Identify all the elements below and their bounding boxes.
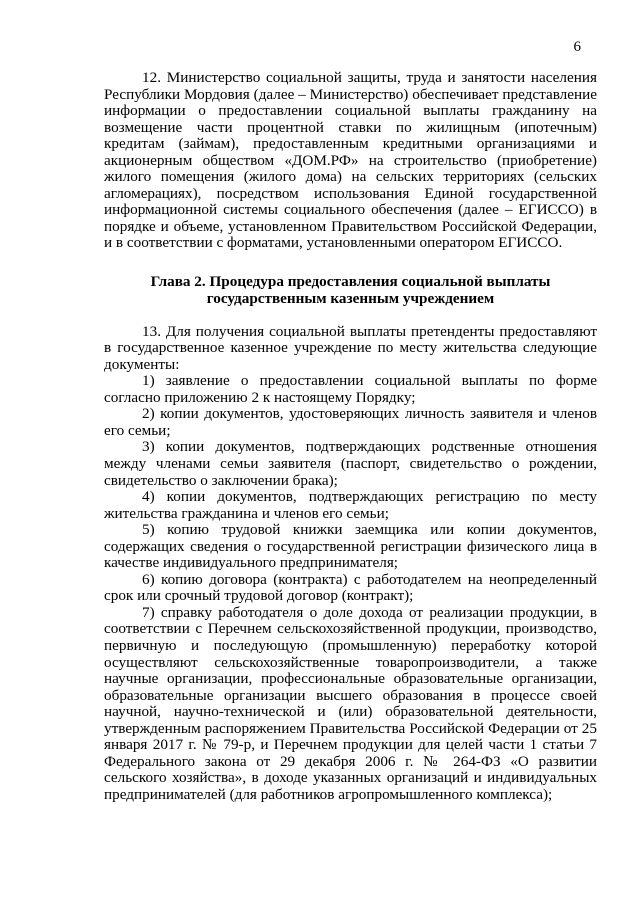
list-item-2: 2) копии документов, удостоверяющих личность заявителя и членов его семьи;: [104, 405, 597, 439]
chapter-heading: [104, 274, 597, 308]
list-item-4: 4) копии документов, подтверждающих регистрацию по месту жительства гражданина и членов его семьи;: [104, 488, 597, 522]
paragraph-13: 13. Для получения социальной выплаты претенденты предоставляют в государственное казенное учреждение по месту жительства следующие документы:: [104, 322, 597, 373]
page-number: 6: [573, 39, 581, 55]
list-item-3: 3) копии документов, подтверждающих родственные отношения между членами семьи заявителя (паспорт, свидетельство о рождении, свидетельство о заключении брака);: [104, 438, 597, 489]
list-item-6: 6) копию договора (контракта) с работодателем на неопределенный срок или срочный трудовой договор (контракт);: [104, 570, 597, 605]
list-item-7: 7) справку работодателя о доле дохода от реализации продукции, в соответствии с Перечнем сельскохозяйственной продукции, производство, первичную и последующую (промышленную) переработку которой осуществляют сельскохозяйственные товаропроизводители, а также научные организации, профессиональные образовательные организации, образовательные организации высшего образования в процессе своей научной, научно-технической и (или) образовательной деятельности, утвержденным распоряжением Правительства Российской Федерации от 25 января 2017 г. № 79-р, и Перечнем продукции для целей части 1 статьи 7 Федерального закона от 29 декабря 2006 г. № 264-ФЗ «О развитии сельского хозяйства», в доходе указанных организаций и индивидуальных предпринимателей (для работников агропромышленного комплекса);: [104, 603, 597, 803]
chapter-heading-line-1: Глава 2. Процедура предоставления социальной выплаты: [150, 273, 551, 291]
paragraph-12: 12. Министерство социальной защиты, труда и занятости населения Республики Мордовия (далее – Министерство) обеспечивает представление информации о предоставлении социальной выплаты гражданину на возмещение части процентной ставки по жилищным (ипотечным) кредитам (займам), предоставленным кредитными организациями и акционерным обществом «ДОМ.РФ» на строительство (приобретение) жилого помещения (жилого дома) на сельских территориях (сельских агломерациях), посредством использования Единой государственной информационной системы социального обеспечения (далее – ЕГИССО) в порядке и объеме, установленном Правительством Российской Федерации, и в соответствии с форматами, установленными оператором ЕГИССО.: [104, 69, 597, 252]
chapter-heading-line-2: государственным казенным учреждением: [206, 289, 495, 307]
list-item-5: 5) копию трудовой книжки заемщика или копии документов, содержащих сведения о государственной регистрации физического лица в качестве индивидуального предпринимателя;: [104, 521, 597, 572]
document-body: [104, 70, 597, 803]
list-item-1: 1) заявление о предоставлении социальной выплаты по форме согласно приложению 2 к настоящему Порядку;: [104, 372, 597, 406]
